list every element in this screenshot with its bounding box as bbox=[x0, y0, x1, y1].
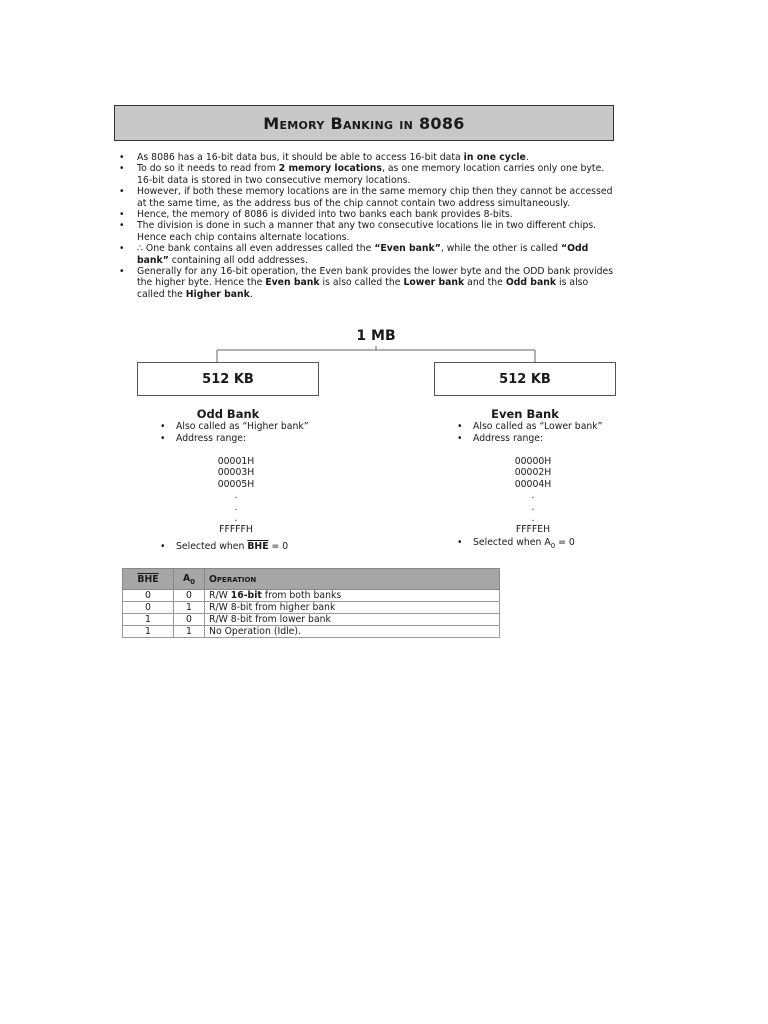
cell-bhe: 0 bbox=[123, 590, 174, 602]
cell-operation: R/W 8-bit from lower bank bbox=[205, 614, 500, 626]
title-banner bbox=[114, 105, 614, 141]
bank-operation-table bbox=[122, 568, 500, 638]
cell-a0: 1 bbox=[174, 602, 205, 614]
even-bank-address-list bbox=[503, 456, 563, 536]
bullet-item: • The division is done in such a manner that any two consecutive locations lie in two different chips. Hence each chip contains alternate locations. bbox=[118, 220, 618, 243]
address-item: . bbox=[234, 490, 238, 502]
address-item: . bbox=[234, 501, 238, 513]
odd-bank-range-label: • Address range: bbox=[160, 433, 309, 445]
root-node-label: 1 MB bbox=[356, 328, 396, 344]
odd-bank-select bbox=[160, 541, 288, 553]
cell-operation: R/W 8-bit from higher bank bbox=[205, 602, 500, 614]
cell-bhe: 0 bbox=[123, 602, 174, 614]
bullet-item: • Generally for any 16-bit operation, the Even bank provides the lower byte and the ODD bank provides the higher byte. Hence the Even bank is also called the Lower bank and the Odd bank is also called the Higher bank. bbox=[118, 266, 618, 300]
table-header-row bbox=[123, 569, 500, 590]
bullet-item: • However, if both these memory locations are in the same memory chip then they cannot be accessed at the same time, as the address bus of the chip cannot contain two address simultaneously. bbox=[118, 186, 618, 209]
cell-operation: R/W 16-bit from both banks bbox=[205, 590, 500, 602]
page-title: Memory Banking in 8086 bbox=[263, 113, 465, 133]
address-item: . bbox=[234, 512, 238, 524]
odd-bank-details bbox=[160, 421, 309, 444]
header-bhe: $\overline{BHE}$ bbox=[123, 569, 174, 590]
address-item: 00000H bbox=[514, 456, 552, 467]
odd-bank-alias: • Also called as “Higher bank” bbox=[160, 421, 309, 433]
odd-bank-address-list bbox=[206, 456, 266, 536]
address-item: 00005H bbox=[217, 478, 255, 490]
bullet-item: • As 8086 has a 16-bit data bus, it should be able to access 16-bit data in one cycle. bbox=[118, 152, 618, 163]
even-bank-select bbox=[457, 537, 575, 552]
header-a0: $A_0$ bbox=[174, 569, 205, 590]
cell-a0: 0 bbox=[174, 590, 205, 602]
bullet-item: • Hence, the memory of 8086 is divided into two banks each bank provides 8-bits. bbox=[118, 209, 618, 220]
even-bank-box: 512 KB bbox=[434, 362, 616, 396]
even-bank-range-label: • Address range: bbox=[457, 433, 603, 445]
bullet-item: • ∴ One bank contains all even addresses called the “Even bank”, while the other is called “Odd bank” containing all odd addresses. bbox=[118, 243, 618, 266]
odd-bank-box: 512 KB bbox=[137, 362, 319, 396]
table-row bbox=[123, 614, 500, 626]
address-item: 00003H bbox=[217, 467, 255, 479]
table-row bbox=[123, 626, 500, 638]
table-row bbox=[123, 590, 500, 602]
cell-a0: 0 bbox=[174, 614, 205, 626]
address-item: FFFFFH bbox=[219, 524, 253, 536]
address-item: 00001H bbox=[217, 456, 255, 467]
even-bank-select-condition: • Selected when $A_0 = 0$ bbox=[457, 537, 575, 552]
table-row bbox=[123, 602, 500, 614]
cell-bhe: 1 bbox=[123, 626, 174, 638]
bhe-signal: $\overline{BHE}$ bbox=[247, 541, 269, 552]
header-operation: Operation bbox=[205, 569, 500, 590]
even-bank-alias: • Also called as “Lower bank” bbox=[457, 421, 603, 433]
bullet-item: • To do so it needs to read from 2 memory locations, as one memory location carries only one byte. 16-bit data is stored in two consecutive memory locations. bbox=[118, 163, 618, 186]
even-bank-details bbox=[457, 421, 603, 444]
address-item: 00004H bbox=[514, 478, 552, 490]
bullet-list bbox=[118, 152, 618, 300]
cell-a0: 1 bbox=[174, 626, 205, 638]
address-item: . bbox=[531, 490, 535, 502]
odd-bank-heading: Odd Bank bbox=[196, 407, 260, 421]
odd-bank-select-condition: • Selected when $\overline{BHE} = 0$ bbox=[160, 541, 288, 553]
cell-operation: No Operation (Idle). bbox=[205, 626, 500, 638]
cell-bhe: 1 bbox=[123, 614, 174, 626]
address-item: . bbox=[531, 501, 535, 513]
even-bank-heading: Even Bank bbox=[491, 407, 559, 421]
address-item: 00002H bbox=[514, 467, 552, 479]
address-item: FFFFEH bbox=[515, 524, 551, 536]
address-item: . bbox=[531, 512, 535, 524]
